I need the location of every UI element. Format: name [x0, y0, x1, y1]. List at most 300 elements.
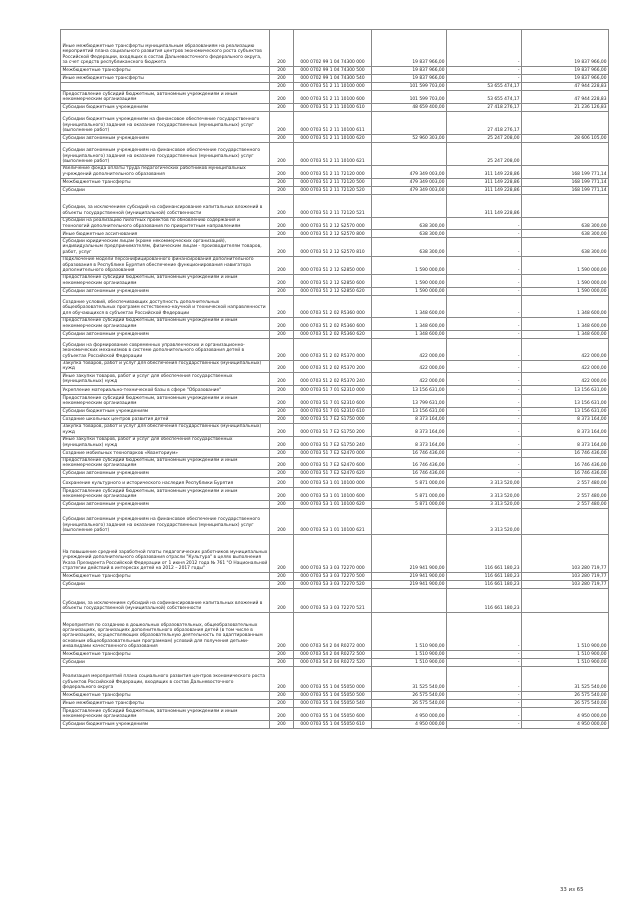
row-done-cell: -	[447, 436, 522, 449]
row-code-cell: 200	[270, 708, 294, 721]
table-row	[61, 330, 609, 338]
row-code-cell: 200	[270, 721, 294, 729]
row-code-cell: 200	[270, 30, 294, 67]
row-done-cell: -	[447, 449, 522, 457]
row-kbk-cell: 000 0703 51 2 11 10100 600	[294, 91, 372, 104]
row-kbk-cell: 000 0703 51 7 01 S2310 000	[294, 386, 372, 395]
row-code-cell: 200	[270, 274, 294, 287]
table-row	[61, 217, 609, 230]
row-name-cell: Предоставление субсидий бюджетным, автономным учреждениям и иным некоммерческим организациям	[61, 91, 270, 104]
row-code-cell: 200	[270, 449, 294, 457]
row-name-cell: Субсидии бюджетным учреждениям	[61, 407, 270, 415]
row-code-cell: 200	[270, 581, 294, 589]
row-rest-cell: 103 280 719,77	[522, 535, 609, 573]
row-code-cell: 200	[270, 478, 294, 488]
row-kbk-cell: 000 0703 51 7 E2 S2470 620	[294, 470, 372, 478]
row-kbk-cell: 000 0703 51 2 12 S2570 000	[294, 217, 372, 230]
table-row	[61, 457, 609, 470]
row-plan-cell: 13 799 631,00	[372, 395, 447, 408]
row-done-cell: -	[447, 274, 522, 287]
row-code-cell: 200	[270, 667, 294, 692]
row-kbk-cell: 000 0703 51 7 E2 S1750 000	[294, 415, 372, 423]
row-done-cell: -	[447, 659, 522, 667]
row-done-cell: -	[447, 407, 522, 415]
row-plan-cell: 13 156 631,00	[372, 407, 447, 415]
table-row	[61, 395, 609, 408]
row-done-cell: -	[447, 330, 522, 338]
row-rest-cell: 16 746 436,00	[522, 449, 609, 457]
row-plan-cell: 1 590 000,00	[372, 287, 447, 295]
row-done-cell: 53 655 474,17	[447, 91, 522, 104]
row-code-cell: 200	[270, 501, 294, 509]
row-kbk-cell: 000 0703 54 2 04 R0272 500	[294, 651, 372, 659]
row-kbk-cell: 000 0703 51 2 12 S2850 620	[294, 287, 372, 295]
row-kbk-cell: 000 0703 51 2 11 10100 000	[294, 83, 372, 91]
row-rest-cell	[522, 194, 609, 217]
row-plan-cell: 1 348 600,00	[372, 330, 447, 338]
row-code-cell: 200	[270, 700, 294, 708]
row-code-cell: 200	[270, 373, 294, 386]
row-plan-cell: 5 871 000,00	[372, 501, 447, 509]
row-plan-cell: 1 590 000,00	[372, 256, 447, 274]
row-kbk-cell: 000 0703 53 3 03 72270 500	[294, 573, 372, 581]
row-done-cell: -	[447, 295, 522, 317]
row-plan-cell: 19 837 966,00	[372, 75, 447, 83]
row-done-cell: -	[447, 287, 522, 295]
row-plan-cell: 31 525 540,00	[372, 667, 447, 692]
row-rest-cell: 19 837 966,00	[522, 75, 609, 83]
table-row	[61, 30, 609, 67]
row-rest-cell: 1 348 600,00	[522, 330, 609, 338]
row-name-cell: Иные межбюджетные трансферты	[61, 75, 270, 83]
row-name-cell: Субсидии автономным учреждениям	[61, 134, 270, 142]
row-done-cell: 116 661 180,23	[447, 581, 522, 589]
row-code-cell: 200	[270, 238, 294, 256]
table-row	[61, 721, 609, 729]
row-rest-cell: 13 156 631,00	[522, 386, 609, 395]
row-rest-cell: 47 944 228,83	[522, 91, 609, 104]
row-rest-cell: 19 837 966,00	[522, 67, 609, 75]
row-name-cell: Субсидии бюджетным учреждениям	[61, 721, 270, 729]
row-rest-cell: 422 000,00	[522, 338, 609, 360]
row-code-cell: 200	[270, 217, 294, 230]
row-kbk-cell: 000 0703 51 7 E2 S1750 200	[294, 423, 372, 436]
row-kbk-cell: 000 0703 51 7 01 S2310 610	[294, 407, 372, 415]
row-done-cell: -	[447, 67, 522, 75]
row-done-cell: -	[447, 360, 522, 373]
row-code-cell: 200	[270, 295, 294, 317]
row-kbk-cell: 000 0703 51 7 01 S2310 600	[294, 395, 372, 408]
row-kbk-cell: 000 0703 54 2 04 R0272 520	[294, 659, 372, 667]
row-code-cell: 200	[270, 256, 294, 274]
table-row	[61, 134, 609, 142]
row-rest-cell: 16 746 436,00	[522, 457, 609, 470]
row-kbk-cell: 000 0703 51 2 02 R5370 240	[294, 373, 372, 386]
row-kbk-cell: 000 0703 53 3 03 72270 000	[294, 535, 372, 573]
row-name-cell: Субсидии автономным учреждениям на финансовое обеспечение государственного (муниципального) задания на оказание государственных (муниципальных) услуг (выполнение работ)	[61, 142, 270, 165]
row-plan-cell	[372, 589, 447, 613]
row-name-cell: Субсидии автономным учреждениям	[61, 470, 270, 478]
row-name-cell: Предоставление субсидий бюджетным, автономным учреждениям и иным некоммерческим организациям	[61, 317, 270, 330]
row-code-cell: 200	[270, 360, 294, 373]
row-name-cell: Создание мобильных технопарков «Кванториум»	[61, 449, 270, 457]
row-plan-cell: 8 373 164,00	[372, 423, 447, 436]
table-row	[61, 700, 609, 708]
row-done-cell: 27 418 276,17	[447, 103, 522, 111]
row-kbk-cell: 000 0703 51 2 12 S2850 000	[294, 256, 372, 274]
row-rest-cell: 1 510 900,00	[522, 651, 609, 659]
table-row	[61, 478, 609, 488]
row-name-cell: Субсидии юридическим лицам (кроме некоммерческих организаций), индивидуальным предпринимателям, физическим лицам - производителям товаров, работ, услуг	[61, 238, 270, 256]
row-done-cell: 25 247 208,00	[447, 134, 522, 142]
row-name-cell: Субсидии бюджетным учреждениям на финансовое обеспечение государственного (муниципального) задания на оказание государственных (муниципальных) услуг (выполнение работ)	[61, 111, 270, 134]
row-done-cell: 3 313 520,00	[447, 501, 522, 509]
row-name-cell: Сохранение культурного и исторического наследия Республики Бурятия	[61, 478, 270, 488]
row-code-cell: 200	[270, 589, 294, 613]
row-plan-cell: 5 871 000,00	[372, 478, 447, 488]
row-kbk-cell: 000 0703 55 1 04 55050 600	[294, 708, 372, 721]
row-done-cell: -	[447, 256, 522, 274]
row-done-cell: -	[447, 373, 522, 386]
row-done-cell: 27 418 276,17	[447, 111, 522, 134]
row-name-cell: На повышение средней заработной платы педагогических работников муниципальных учреждений дополнительного образования отрасли "Культура" в целях выполнения Указа Президента Российской Федерации от 1 июня 2012 года № 761 "О Национальной стратегии действий в интересах детей на 2012 – 2017 годы"	[61, 535, 270, 573]
row-plan-cell: 479 349 003,00	[372, 178, 447, 186]
row-code-cell: 200	[270, 436, 294, 449]
row-name-cell: Субсидии автономным учреждениям на финансовое обеспечение государственного (муниципального) задания на оказание государственных (муниципальных) услуг (выполнение работ)	[61, 509, 270, 535]
row-rest-cell: 16 746 436,00	[522, 470, 609, 478]
row-rest-cell: 4 950 000,00	[522, 721, 609, 729]
page-number: 33 из 65	[560, 887, 584, 893]
row-rest-cell: 103 280 719,77	[522, 581, 609, 589]
row-done-cell: -	[447, 651, 522, 659]
row-done-cell: 3 313 520,00	[447, 478, 522, 488]
table-row	[61, 238, 609, 256]
row-rest-cell: 1 348 600,00	[522, 317, 609, 330]
row-rest-cell: 168 199 771,14	[522, 165, 609, 178]
row-code-cell: 200	[270, 194, 294, 217]
row-plan-cell: 16 746 436,00	[372, 449, 447, 457]
row-plan-cell: 16 746 436,00	[372, 470, 447, 478]
row-kbk-cell: 000 0703 51 2 11 10100 610	[294, 103, 372, 111]
row-done-cell: -	[447, 470, 522, 478]
row-plan-cell: 8 373 164,00	[372, 415, 447, 423]
table-row	[61, 256, 609, 274]
row-done-cell: -	[447, 238, 522, 256]
table-row	[61, 178, 609, 186]
row-plan-cell: 26 575 540,00	[372, 692, 447, 700]
row-kbk-cell: 000 0703 55 1 04 55050 500	[294, 692, 372, 700]
row-name-cell: Мероприятия по созданию в дошкольных образовательных, общеобразовательных организациях, организациях дополнительного образования детей (в том числе в организациях, осуществляющих образовательную деятельность по адаптированным основным общеобразовательным программам) условий для получения детьми-инвалидами качественного образования	[61, 613, 270, 651]
table-row	[61, 449, 609, 457]
row-code-cell: 200	[270, 407, 294, 415]
row-plan-cell: 1 510 900,00	[372, 651, 447, 659]
row-rest-cell: 1 510 900,00	[522, 613, 609, 651]
row-rest-cell: 19 837 966,00	[522, 30, 609, 67]
row-plan-cell: 422 000,00	[372, 338, 447, 360]
row-name-cell: Субсидии, за исключением субсидий на софинансирование капитальных вложений в объекты государственной (муниципальной) собственности	[61, 589, 270, 613]
row-code-cell: 200	[270, 142, 294, 165]
budget-table	[60, 29, 609, 729]
row-plan-cell: 101 599 703,00	[372, 91, 447, 104]
row-kbk-cell: 000 0702 99 1 04 74300 500	[294, 67, 372, 75]
row-rest-cell: 168 199 771,14	[522, 186, 609, 194]
table-row	[61, 659, 609, 667]
row-code-cell: 200	[270, 659, 294, 667]
row-kbk-cell: 000 0703 51 7 E2 S2470 000	[294, 449, 372, 457]
row-name-cell: Предоставление субсидий бюджетным, автономным учреждениям и иным некоммерческим организациям	[61, 395, 270, 408]
row-done-cell: -	[447, 395, 522, 408]
row-code-cell: 200	[270, 134, 294, 142]
table-row	[61, 535, 609, 573]
row-done-cell: -	[447, 721, 522, 729]
table-row	[61, 407, 609, 415]
row-code-cell: 200	[270, 230, 294, 238]
table-row	[61, 103, 609, 111]
table-row	[61, 581, 609, 589]
row-rest-cell: 1 590 000,00	[522, 274, 609, 287]
row-code-cell: 200	[270, 186, 294, 194]
row-plan-cell	[372, 509, 447, 535]
row-done-cell: 116 661 180,23	[447, 589, 522, 613]
table-row	[61, 667, 609, 692]
row-code-cell: 200	[270, 470, 294, 478]
row-done-cell: -	[447, 230, 522, 238]
row-kbk-cell: 000 0703 55 1 04 55050 000	[294, 667, 372, 692]
row-name-cell: Закупка товаров, работ и услуг для обеспечения государственных (муниципальных) нужд	[61, 423, 270, 436]
row-kbk-cell: 000 0703 51 2 02 R5360 000	[294, 295, 372, 317]
row-code-cell: 200	[270, 75, 294, 83]
row-plan-cell: 1 590 000,00	[372, 274, 447, 287]
row-name-cell: Субсидии автономным учреждениям	[61, 501, 270, 509]
row-plan-cell: 1 510 900,00	[372, 613, 447, 651]
row-code-cell: 200	[270, 165, 294, 178]
row-rest-cell	[522, 142, 609, 165]
row-plan-cell: 219 941 900,00	[372, 581, 447, 589]
row-rest-cell: 2 557 480,00	[522, 501, 609, 509]
row-done-cell: -	[447, 613, 522, 651]
row-code-cell: 200	[270, 488, 294, 501]
table-row	[61, 613, 609, 651]
row-name-cell: Субсидии бюджетным учреждениям	[61, 103, 270, 111]
row-plan-cell: 52 960 303,00	[372, 134, 447, 142]
row-rest-cell: 638 300,00	[522, 217, 609, 230]
row-done-cell: -	[447, 457, 522, 470]
row-rest-cell: 103 280 719,77	[522, 573, 609, 581]
row-plan-cell: 1 348 600,00	[372, 295, 447, 317]
row-done-cell: -	[447, 708, 522, 721]
row-name-cell: Субсидии автономным учреждениям	[61, 287, 270, 295]
row-kbk-cell: 000 0703 53 1 01 10100 620	[294, 501, 372, 509]
table-row	[61, 373, 609, 386]
budget-table-body	[61, 30, 609, 729]
table-row	[61, 423, 609, 436]
table-row	[61, 415, 609, 423]
table-row	[61, 651, 609, 659]
row-plan-cell: 219 941 900,00	[372, 573, 447, 581]
row-rest-cell: 21 236 126,83	[522, 103, 609, 111]
row-done-cell: 116 661 180,23	[447, 535, 522, 573]
row-rest-cell: 13 156 631,00	[522, 407, 609, 415]
table-row	[61, 360, 609, 373]
table-row	[61, 692, 609, 700]
row-done-cell: 53 655 474,17	[447, 83, 522, 91]
row-rest-cell: 1 510 900,00	[522, 659, 609, 667]
row-kbk-cell: 000 0703 53 1 01 10100 621	[294, 509, 372, 535]
row-plan-cell: 48 659 400,00	[372, 103, 447, 111]
row-name-cell: Укрепление материально-технической базы в сфере "Образование"	[61, 386, 270, 395]
row-code-cell: 200	[270, 83, 294, 91]
table-row	[61, 142, 609, 165]
row-code-cell: 200	[270, 651, 294, 659]
row-code-cell: 200	[270, 692, 294, 700]
row-rest-cell: 2 557 480,00	[522, 488, 609, 501]
row-code-cell: 200	[270, 317, 294, 330]
row-plan-cell: 5 871 000,00	[372, 488, 447, 501]
row-done-cell: -	[447, 415, 522, 423]
row-rest-cell: 8 373 164,00	[522, 423, 609, 436]
row-plan-cell: 26 575 540,00	[372, 700, 447, 708]
row-name-cell: Предоставление субсидий бюджетным, автономным учреждениям и иным некоммерческим организациям	[61, 488, 270, 501]
row-plan-cell: 1 348 600,00	[372, 317, 447, 330]
table-row	[61, 488, 609, 501]
row-kbk-cell: 000 0703 51 2 02 R5360 600	[294, 317, 372, 330]
row-rest-cell: 26 575 540,00	[522, 700, 609, 708]
row-name-cell: Подключение модели персонифицированного финансирования дополнительного образования в Республике Бурятия обеспечение функционирования навигатора дополнительного образования	[61, 256, 270, 274]
row-rest-cell: 4 950 000,00	[522, 708, 609, 721]
row-name-cell: Субсидии на формирование современных управленческих и организационно-экономических механизмов в системе дополнительного образования детей в субъектах Российской Федерации	[61, 338, 270, 360]
row-code-cell: 200	[270, 386, 294, 395]
row-done-cell: -	[447, 317, 522, 330]
row-done-cell: 311 149 228,86	[447, 186, 522, 194]
row-done-cell: 311 149 228,86	[447, 165, 522, 178]
row-rest-cell: 638 300,00	[522, 230, 609, 238]
row-rest-cell	[522, 111, 609, 134]
row-rest-cell: 1 348 600,00	[522, 295, 609, 317]
row-rest-cell: 1 590 000,00	[522, 256, 609, 274]
row-kbk-cell: 000 0702 99 1 04 74300 000	[294, 30, 372, 67]
row-done-cell: -	[447, 700, 522, 708]
row-done-cell: 3 313 520,00	[447, 509, 522, 535]
table-row	[61, 91, 609, 104]
row-kbk-cell: 000 0703 51 7 E2 S1750 240	[294, 436, 372, 449]
row-name-cell: Предоставление субсидий бюджетным, автономным учреждениям и иным некоммерческим организациям	[61, 708, 270, 721]
row-code-cell: 200	[270, 535, 294, 573]
row-plan-cell: 101 599 703,00	[372, 83, 447, 91]
row-plan-cell: 479 349 003,00	[372, 186, 447, 194]
row-name-cell: Межбюджетные трансферты	[61, 67, 270, 75]
row-kbk-cell: 000 0703 51 2 12 S2570 810	[294, 238, 372, 256]
row-rest-cell: 26 575 540,00	[522, 692, 609, 700]
row-code-cell: 200	[270, 457, 294, 470]
row-plan-cell: 19 837 966,00	[372, 67, 447, 75]
row-code-cell: 200	[270, 111, 294, 134]
row-plan-cell: 4 950 000,00	[372, 708, 447, 721]
row-name-cell: Межбюджетные трансферты	[61, 178, 270, 186]
row-done-cell: -	[447, 338, 522, 360]
table-row	[61, 436, 609, 449]
table-row	[61, 295, 609, 317]
row-done-cell: 311 149 228,86	[447, 194, 522, 217]
row-kbk-cell: 000 0703 54 2 04 R0272 000	[294, 613, 372, 651]
row-plan-cell: 13 156 631,00	[372, 386, 447, 395]
row-name-cell: Межбюджетные трансферты	[61, 573, 270, 581]
row-name-cell: Иные закупки товаров, работ и услуг для обеспечения государственных (муниципальных) нужд	[61, 436, 270, 449]
row-code-cell: 200	[270, 415, 294, 423]
row-plan-cell	[372, 111, 447, 134]
row-name-cell: Создание условий, обеспечивающих доступность дополнительных общеобразовательных программ естественно-научной и технической направленности для обучающихся в субъектах Российской Федерации	[61, 295, 270, 317]
row-plan-cell: 479 349 003,00	[372, 165, 447, 178]
row-kbk-cell: 000 0703 51 2 11 72120 521	[294, 194, 372, 217]
row-rest-cell: 2 557 480,00	[522, 478, 609, 488]
row-kbk-cell: 000 0703 51 2 11 72120 520	[294, 186, 372, 194]
row-rest-cell: 13 156 631,00	[522, 395, 609, 408]
row-name-cell: Субсидии	[61, 581, 270, 589]
row-rest-cell: 422 000,00	[522, 360, 609, 373]
row-name-cell: Межбюджетные трансферты	[61, 651, 270, 659]
row-code-cell: 200	[270, 67, 294, 75]
row-code-cell: 200	[270, 509, 294, 535]
row-name-cell: Иные бюджетные ассигнования	[61, 230, 270, 238]
row-plan-cell: 638 300,00	[372, 238, 447, 256]
row-done-cell: -	[447, 692, 522, 700]
row-plan-cell: 4 950 000,00	[372, 721, 447, 729]
row-kbk-cell: 000 0703 51 2 12 S2570 800	[294, 230, 372, 238]
row-name-cell: Иные межбюджетные трансферты	[61, 700, 270, 708]
row-code-cell: 200	[270, 613, 294, 651]
row-name-cell: Предоставление субсидий бюджетным, автономным учреждениям и иным некоммерческим организациям	[61, 274, 270, 287]
row-kbk-cell: 000 0703 51 2 11 72120 500	[294, 178, 372, 186]
row-name-cell: Создание школьных центров развития детей	[61, 415, 270, 423]
table-row	[61, 287, 609, 295]
row-rest-cell: 422 000,00	[522, 373, 609, 386]
table-row	[61, 317, 609, 330]
row-rest-cell: 31 525 540,00	[522, 667, 609, 692]
row-rest-cell	[522, 589, 609, 613]
row-kbk-cell: 000 0703 51 2 02 R5370 000	[294, 338, 372, 360]
table-row	[61, 386, 609, 395]
row-plan-cell: 1 510 900,00	[372, 659, 447, 667]
table-row	[61, 194, 609, 217]
row-rest-cell: 8 373 164,00	[522, 436, 609, 449]
row-name-cell	[61, 83, 270, 91]
row-name-cell: Закупка товаров, работ и услуг для обеспечения государственных (муниципальных) нужд	[61, 360, 270, 373]
table-row	[61, 83, 609, 91]
row-code-cell: 200	[270, 338, 294, 360]
row-rest-cell	[522, 509, 609, 535]
row-name-cell: Предоставление субсидий бюджетным, автономным учреждениям и иным некоммерческим организациям	[61, 457, 270, 470]
row-name-cell: Субсидии	[61, 659, 270, 667]
row-done-cell: -	[447, 423, 522, 436]
row-kbk-cell: 000 0703 53 1 01 10100 600	[294, 488, 372, 501]
row-name-cell: Иные межбюджетные трансферты муниципальным образованиям на реализацию мероприятий плана социального развития центров экономического роста субъектов Российской Федерации, входящих в состав Дальневосточного федерального округа, за счет средств республиканского бюджета	[61, 30, 270, 67]
row-rest-cell: 47 944 228,83	[522, 83, 609, 91]
table-row	[61, 501, 609, 509]
row-plan-cell: 219 941 900,00	[372, 535, 447, 573]
row-name-cell: Субсидии	[61, 186, 270, 194]
row-plan-cell: 638 300,00	[372, 230, 447, 238]
table-row	[61, 67, 609, 75]
row-rest-cell: 1 590 000,00	[522, 287, 609, 295]
row-code-cell: 200	[270, 103, 294, 111]
row-kbk-cell: 000 0703 53 3 03 72270 521	[294, 589, 372, 613]
row-rest-cell: 638 300,00	[522, 238, 609, 256]
row-done-cell: 311 149 228,86	[447, 178, 522, 186]
row-code-cell: 200	[270, 423, 294, 436]
row-name-cell: Субсидии на реализацию пилотных проектов по обновлению содержания и технологий дополнительного образования по приоритетным направлениям	[61, 217, 270, 230]
row-kbk-cell: 000 0703 53 3 03 72270 520	[294, 581, 372, 589]
row-code-cell: 200	[270, 287, 294, 295]
row-plan-cell: 422 000,00	[372, 373, 447, 386]
